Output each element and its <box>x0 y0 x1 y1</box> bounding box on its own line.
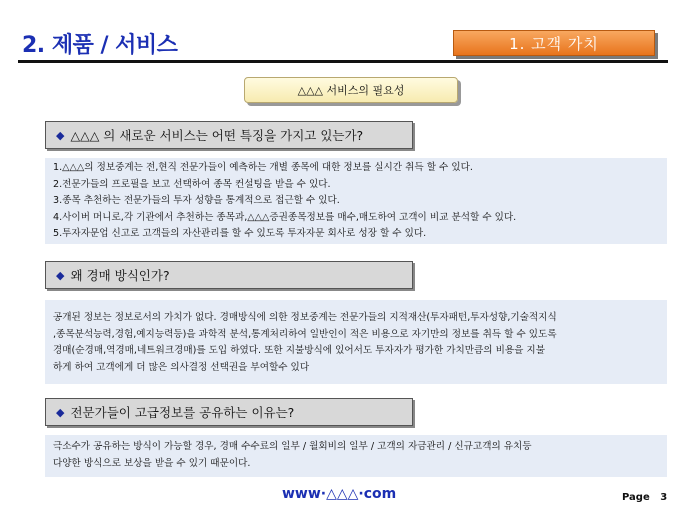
answer-line: 경매(순경매,역경매,네트워크경매)를 도입 하였다. 또한 지불방식에 있어서도 투자자가 평가한 가치만큼의 비용을 지불 <box>53 345 545 356</box>
answer-line: 2.전문가들의 프로필을 보고 선택하여 종목 컨설팅을 받을 수 있다. <box>53 178 331 190</box>
diamond-bullet-icon: ◆ <box>56 128 65 142</box>
subtitle-box <box>244 77 458 103</box>
question-text: 왜 경매 방식인가? <box>70 268 170 283</box>
answer-line: 3.종목 추천하는 전문가들의 투자 성향을 통계적으로 접근할 수 있다. <box>53 195 340 206</box>
answer-line: 1.△△△의 정보중계는 전,현직 전문가들이 예측하는 개별 종목에 대한 정보를 실시간 취득 할 수 있다. <box>53 162 473 173</box>
diamond-bullet-icon: ◆ <box>56 405 65 419</box>
page-label: Page <box>622 492 650 503</box>
question-box-features <box>45 121 413 149</box>
answer-box-sharing <box>45 435 667 477</box>
answer-line: 다양한 방식으로 보상을 받을 수 있기 때문이다. <box>53 457 251 469</box>
answer-line: 4.사이버 머니로,각 기관에서 추천하는 종목과,△△△증권종목정보를 매수,매도하여 고객이 비교 분석할 수 있다. <box>53 211 517 223</box>
answer-line: 극소수가 공유하는 방식이 가능할 경우, 경매 수수료의 일부 / 월회비의 일부 / 고객의 자금관리 / 신규고객의 유치등 <box>53 441 532 452</box>
footer-url: www·△△△·com <box>282 486 397 502</box>
answer-line: 5.투자자문업 신고로 고객들의 자산관리를 할 수 있도록 투자자문 회사로 성장 할 수 있다. <box>53 228 427 239</box>
question-box-sharing <box>45 398 413 426</box>
page-number <box>622 492 667 503</box>
diamond-bullet-icon: ◆ <box>56 268 65 282</box>
answer-line: ,종목분석능력,경험,예지능력등)을 과학적 분석,통계처리하여 일반인이 적은 비용으로 자기만의 정보를 취득 할 수 있도록 <box>53 328 557 340</box>
section-tag: 1. 고객 가치 <box>453 30 655 56</box>
subtitle-text: △△△ 서비스의 필요성 <box>297 84 405 97</box>
title-divider <box>18 60 668 63</box>
answer-box-features <box>45 158 667 244</box>
answer-box-auction <box>45 300 667 384</box>
page-number-value: 3 <box>660 492 668 503</box>
question-text: 전문가들이 고급정보를 공유하는 이유는? <box>70 405 295 420</box>
question-box-auction <box>45 261 413 289</box>
page-title: 2. 제품 / 서비스 <box>22 33 178 58</box>
question-text: △△△ 의 새로운 서비스는 어떤 특징을 가지고 있는가? <box>70 128 364 143</box>
answer-line: 공개된 정보는 정보로서의 가치가 없다. 경매방식에 의한 정보중계는 전문가들의 지적재산(투자패턴,투자성향,기술적지식 <box>53 312 557 323</box>
answer-line: 하게 하여 고객에게 더 많은 의사결정 선택권을 부여할수 있다 <box>53 361 310 373</box>
